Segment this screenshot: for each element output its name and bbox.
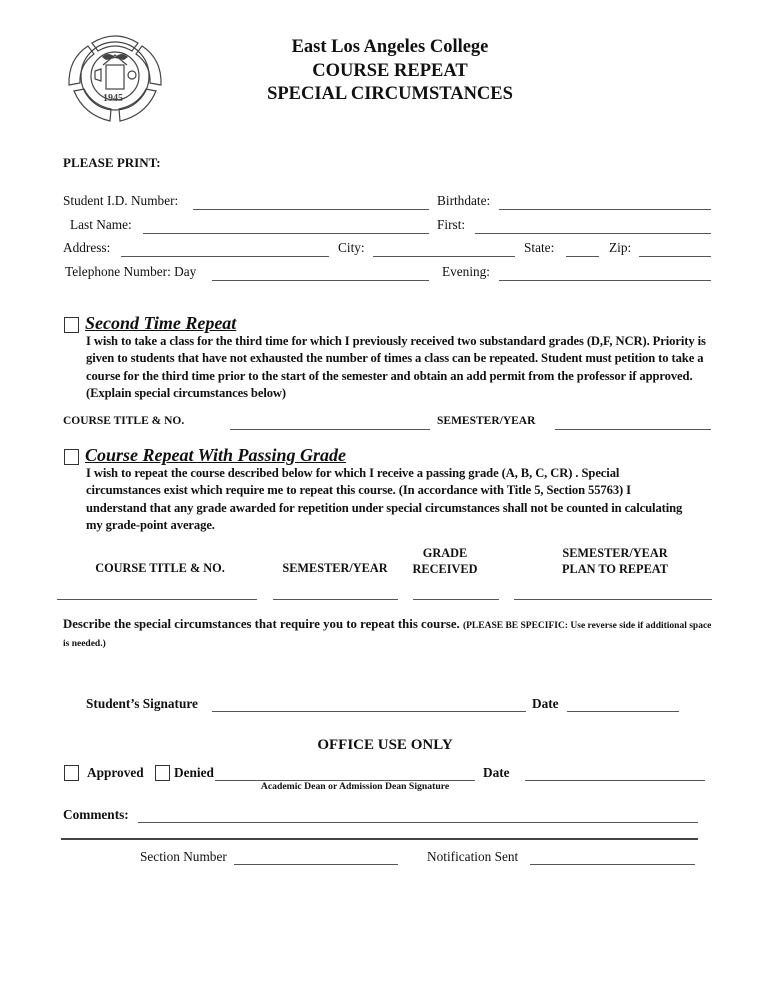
telephone-day-label: Telephone Number: Day <box>65 264 197 279</box>
city-field[interactable] <box>373 256 515 257</box>
student-date-field[interactable] <box>567 711 679 712</box>
student-id-label: Student I.D. Number: <box>63 193 179 208</box>
repeat-grade-received-field[interactable] <box>413 599 499 600</box>
notification-sent-label: Notification Sent <box>427 849 519 864</box>
approved-checkbox[interactable] <box>64 765 79 781</box>
second-time-repeat-checkbox[interactable] <box>64 317 79 333</box>
denied-checkbox[interactable] <box>155 765 170 781</box>
comments-second-line[interactable] <box>61 838 698 840</box>
approved-label: Approved <box>87 765 144 780</box>
denied-label: Denied <box>174 765 214 780</box>
passing-grade-repeat-checkbox[interactable] <box>64 449 79 465</box>
form-title-line2: SPECIAL CIRCUMSTANCES <box>267 84 513 104</box>
second-time-repeat-description: I wish to take a class for the third time for which I previously received two substandard grades (D,F, NCR). Priority is given to students that have not exhausted the number of times a class can be repeated. Student must petition to take a course for the third time prior to the start of the semester and obtain an add permit from the professor if approved. (Explain special circumstances below) <box>86 334 706 400</box>
student-date-label: Date <box>532 696 559 711</box>
repeat-plan-semester-field[interactable] <box>514 599 712 600</box>
passing-grade-repeat-heading: Course Repeat With Passing Grade <box>85 445 347 465</box>
column-grade-received: GRADE RECEIVED <box>412 546 478 576</box>
column-semester-plan-to-repeat: SEMESTER/YEAR PLAN TO REPEAT <box>562 546 668 576</box>
semester-year-label: SEMESTER/YEAR <box>437 415 536 427</box>
student-signature-label: Student’s Signature <box>86 696 198 711</box>
telephone-day-field[interactable] <box>212 280 429 281</box>
section-number-field[interactable] <box>234 864 398 865</box>
describe-instructions <box>63 616 713 652</box>
comments-label: Comments: <box>63 807 129 822</box>
semester-year-field[interactable] <box>555 429 711 430</box>
first-name-field[interactable] <box>475 233 711 234</box>
dean-signature-caption: Academic Dean or Admission Dean Signature <box>260 781 450 792</box>
first-name-label: First: <box>437 217 466 232</box>
column-semester-year: SEMESTER/YEAR <box>282 561 388 575</box>
city-label: City: <box>338 240 365 255</box>
birthdate-field[interactable] <box>499 209 711 210</box>
office-date-field[interactable] <box>525 780 705 781</box>
college-name: East Los Angeles College <box>291 37 489 57</box>
zip-label: Zip: <box>609 240 632 255</box>
repeat-course-title-field[interactable] <box>57 599 257 600</box>
address-field[interactable] <box>121 256 329 257</box>
seal-year: 1945 <box>103 93 123 104</box>
describe-note: (PLEASE BE SPECIFIC: Use reverse side if additional space is needed.) <box>63 621 712 649</box>
column-course-title: COURSE TITLE & NO. <box>95 561 225 575</box>
form-title-line1: COURSE REPEAT <box>312 61 468 81</box>
course-title-field[interactable] <box>230 429 430 430</box>
passing-grade-repeat-description: I wish to repeat the course described below for which I receive a passing grade (A, B, C, CR) . Special circumstances exist which require me to repeat this course. (In accordance with Title 5, Section 55763) I understand that any grade awarded for repetition under special circumstances shall not be counted in calculating my grade-point average. <box>86 466 683 532</box>
second-time-repeat-heading: Second Time Repeat <box>85 313 237 333</box>
last-name-label: Last Name: <box>70 217 132 232</box>
student-id-field[interactable] <box>193 209 429 210</box>
describe-main-text: Describe the special circumstances that require you to repeat this course. <box>63 617 460 631</box>
college-seal <box>62 27 168 125</box>
last-name-field[interactable] <box>143 233 429 234</box>
evening-label: Evening: <box>442 264 491 279</box>
please-print-label: PLEASE PRINT: <box>63 155 161 170</box>
student-signature-field[interactable] <box>212 711 526 712</box>
address-label: Address: <box>63 240 111 255</box>
section-number-label: Section Number <box>140 849 227 864</box>
course-title-label: COURSE TITLE & NO. <box>63 415 185 427</box>
office-date-label: Date <box>483 765 510 780</box>
state-field[interactable] <box>566 256 599 257</box>
state-label: State: <box>524 240 555 255</box>
repeat-semester-year-field[interactable] <box>273 599 398 600</box>
evening-phone-field[interactable] <box>499 280 711 281</box>
notification-sent-field[interactable] <box>530 864 695 865</box>
office-use-heading: OFFICE USE ONLY <box>317 737 453 753</box>
zip-field[interactable] <box>639 256 711 257</box>
birthdate-label: Birthdate: <box>437 193 491 208</box>
comments-field[interactable] <box>138 822 698 823</box>
